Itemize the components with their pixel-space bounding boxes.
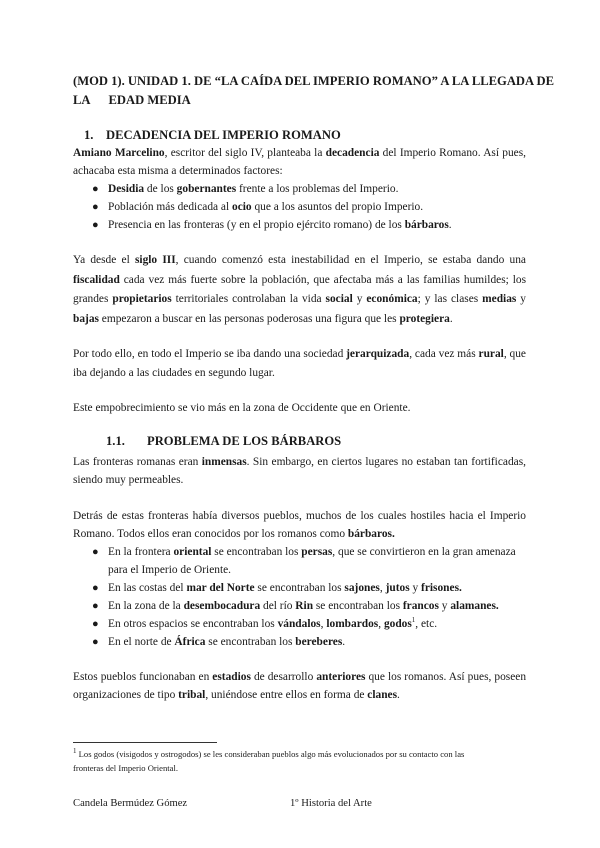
footer-course: 1º Historia del Arte (290, 798, 372, 809)
list-item: Presencia en las fronteras (y en el propio ejército romano) de los bárbaros. (108, 219, 452, 231)
bullet-icon: ● (92, 183, 99, 195)
intro-line-2: achacaba esta misma a determinados factores: (73, 165, 283, 177)
bullet-icon: ● (92, 582, 99, 594)
section-1-1-heading: PROBLEMA DE LOS BÁRBAROS (147, 434, 342, 448)
paragraph-frontiers: Las fronteras romanas eran inmensas. Sin embargo, en ciertos lugares no estaban tan fortificadas, siendo muy permeables. (73, 456, 526, 486)
list-item: Población más dedicada al ocio que a los asuntos del propio Imperio. (108, 201, 424, 213)
list-item: En otros espacios se encontraban los vándalos, lombardos, godos$^1$, etc. (108, 616, 438, 630)
document-title-line-2: LA EDAD MEDIA (73, 93, 191, 107)
footnote-line-1: $^1$ Los godos (visigodos y ostrogodos) se les consideraban pueblos algo más evolucionados por su contacto con las (73, 747, 465, 759)
paragraph-peoples: Detrás de estas fronteras había diversos pueblos, muchos de los cuales hostiles hacia el Imperio Romano. Todos ellos eran conocidos por los romanos como bárbaros. (73, 510, 526, 540)
bullet-icon: ● (92, 219, 99, 231)
intro-line-1: Amiano Marcelino, escritor del siglo IV, planteaba la decadencia del Imperio Romano. Así pues, (73, 147, 526, 159)
section-1-1-number: 1.1. (106, 434, 125, 448)
bullet-icon: ● (92, 600, 99, 612)
paragraph-stages: Estos pueblos funcionaban en estadios de desarrollo anteriores que los romanos. Así pues, poseen organizaciones de tipo tribal, uniéndose entre ellos en forma de clanes. (73, 671, 527, 701)
bullet-icon: ● (92, 618, 99, 630)
section-1-heading: DECADENCIA DEL IMPERIO ROMANO (106, 128, 341, 142)
list-item: Desidia de los gobernantes frente a los problemas del Imperio. (108, 183, 399, 195)
document-title-line-1: (MOD 1). UNIDAD 1. DE “LA CAÍDA DEL IMPERIO ROMANO” A LA LLEGADA DE (73, 74, 555, 88)
paragraph-crisis: Ya desde el siglo III, cuando comenzó esta inestabilidad en el Imperio, se estaba dando una fiscalidad cada vez más fuerte sobre la población, que afectaba más a las familias humildes; los grandes propietarios territoriales controlaban la vida social y económica; y las clases medias y bajas empezaron a buscar en las personas poderosas una figura que les protegiera. (73, 254, 526, 325)
bullet-icon: ● (92, 201, 99, 213)
list-item: En la frontera oriental se encontraban los persas, que se convirtieron en la gran amenaza (108, 546, 516, 558)
footer-author: Candela Bermúdez Gómez (73, 798, 188, 809)
list-item: En la zona de la desembocadura del río Rin se encontraban los francos y alamanes. (108, 600, 499, 612)
paragraph-society: Por todo ello, en todo el Imperio se iba dando una sociedad jerarquizada, cada vez más rural, que iba dejando a las ciudades en segundo lugar. (73, 348, 526, 379)
section-1-number: 1. (84, 128, 94, 142)
list-item-continuation: para el Imperio de Oriente. (108, 564, 232, 576)
footnote-separator (73, 742, 217, 743)
list-item: En el norte de África se encontraban los bereberes. (108, 636, 346, 648)
list-item: En las costas del mar del Norte se encontraban los sajones, jutos y frisones. (108, 582, 462, 594)
bullet-icon: ● (92, 636, 99, 648)
footnote-reference[interactable]: 1 (411, 616, 416, 625)
footnote-line-2: fronteras del Imperio Oriental. (73, 763, 178, 773)
bullet-icon: ● (92, 546, 99, 558)
paragraph-west: Este empobrecimiento se vio más en la zona de Occidente que en Oriente. (73, 402, 411, 414)
